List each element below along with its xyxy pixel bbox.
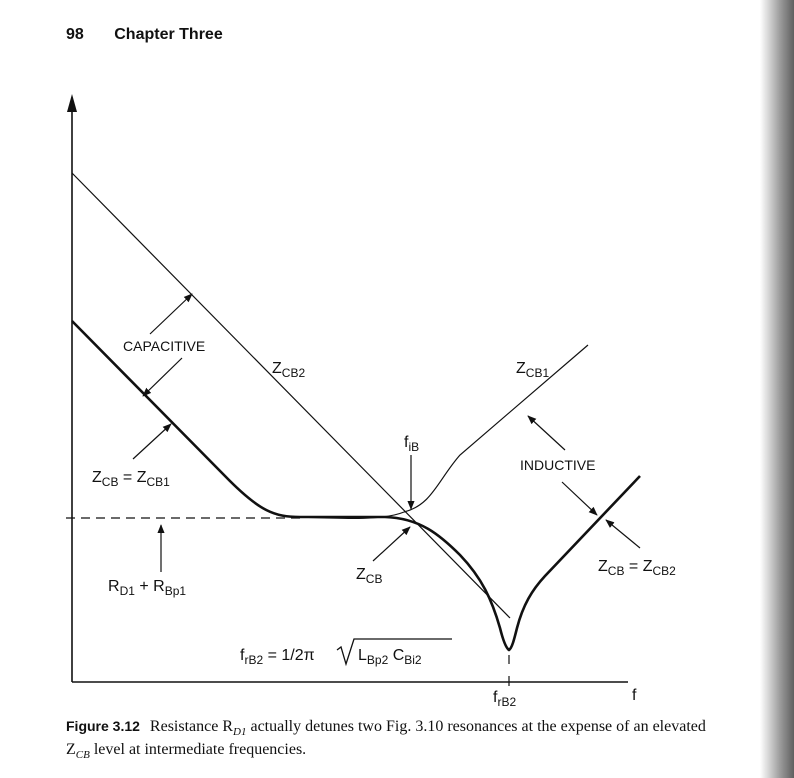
zcb2-label: $Z_{CB2}$ <box>272 360 306 380</box>
zcb-eq-zcb2-label: $Z_{CB} = Z_{CB2}$ <box>598 558 676 578</box>
caption-text-2: actually detunes two Fig. 3.10 resonances at the expense of an elevated Z <box>66 718 706 759</box>
zcb-eq-zcb1-arrow <box>133 424 171 459</box>
inductive-arrow-down <box>562 482 597 515</box>
page-number: 98 <box>66 26 84 43</box>
caption-sub-1: D1 <box>233 726 247 739</box>
zcb1-label: $Z_{CB1}$ <box>516 360 550 380</box>
figure-number: Figure 3.12 <box>66 718 140 734</box>
frb2-equation: $f_{rB2} = 1/2\pi$ <box>240 647 315 667</box>
chapter-title: Chapter Three <box>114 26 223 43</box>
y-axis-arrow-icon <box>67 94 77 112</box>
capacitive-label: CAPACITIVE <box>123 338 206 354</box>
capacitive-arrow-up <box>150 294 192 334</box>
zcb1-line <box>404 345 588 512</box>
zcb-label: $Z_{CB}$ <box>356 566 383 586</box>
zcb-eq-zcb2-arrow <box>606 520 640 548</box>
caption-sub-2: CB <box>75 749 90 762</box>
rd1-rbp1-label: $R_{D1} + R_{Bp1}$ <box>108 578 187 598</box>
zcb-eq-zcb1-label: $Z_{CB} = Z_{CB1}$ <box>92 469 170 489</box>
f-axis-label: f <box>632 687 637 704</box>
caption-text-3: level at intermediate frequencies. <box>89 741 307 759</box>
fib-label: $f_{iB}$ <box>404 434 420 454</box>
caption-text-1: Resistance R <box>149 718 234 735</box>
capacitive-arrow-down <box>143 358 182 396</box>
figure-caption <box>66 718 726 764</box>
zcb-arrow <box>373 527 410 561</box>
frb2-radicand: $L_{Bp2}$ $C_{Bi2}$ <box>358 647 422 667</box>
inductive-arrow-up <box>528 416 565 450</box>
frb2-axis-label: $f_{rB2}$ <box>493 689 517 709</box>
inductive-label: INDUCTIVE <box>520 457 596 473</box>
zcb2-line <box>72 173 510 618</box>
